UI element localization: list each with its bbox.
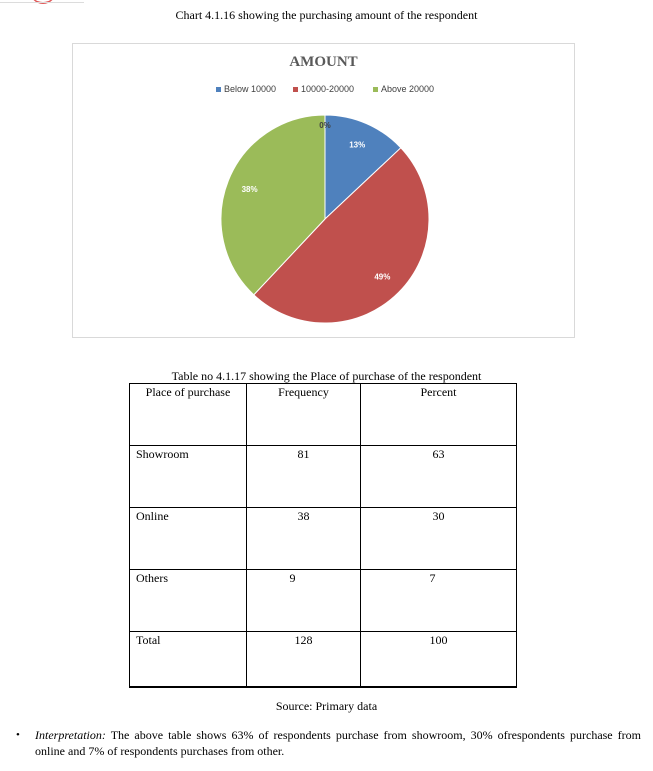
table-row	[130, 508, 517, 570]
cell-frequency: 128	[247, 632, 361, 688]
source-note: Source: Primary data	[275, 699, 378, 713]
table-header-row	[130, 384, 517, 446]
legend-label: 10000-20000	[301, 84, 355, 94]
interpretation-body: The above table shows 63% of respondents purchase from showroom, 30% ofrespondents purchase from online and 7% of respondents purchases from other.	[35, 728, 641, 758]
interpretation-text	[35, 727, 641, 759]
pie-label-10000-20000: 49%	[374, 272, 391, 282]
cell-percent: 100	[361, 632, 517, 688]
interpretation-label: Interpretation:	[35, 728, 106, 742]
table-row	[130, 570, 517, 632]
legend-label: Below 10000	[224, 84, 277, 94]
interpretation-paragraph	[16, 727, 641, 759]
table-caption: Table no 4.1.17 showing the Place of purchase of the respondent	[171, 369, 482, 383]
cell-percent: 63	[361, 446, 517, 508]
header-percent: Percent	[361, 384, 517, 446]
table-row	[130, 446, 517, 508]
cell-frequency: 9	[247, 570, 361, 632]
pie-label-above-20000: 38%	[241, 185, 258, 195]
cell-percent: 7	[361, 570, 517, 632]
purchase-place-table	[129, 383, 517, 688]
bullet-icon: •	[16, 729, 20, 741]
pie-plot	[73, 44, 574, 337]
chart-title: AMOUNT	[289, 54, 358, 70]
cell-percent: 30	[361, 508, 517, 570]
cell-place: Showroom	[130, 446, 247, 508]
cell-frequency: 38	[247, 508, 361, 570]
header-place: Place of purchase	[130, 384, 247, 446]
top-rule	[0, 2, 84, 3]
cell-place: Total	[130, 632, 247, 688]
legend-label: Above 20000	[381, 84, 435, 94]
header-frequency: Frequency	[247, 384, 361, 446]
table-row-total	[130, 632, 517, 688]
chart-caption: Chart 4.1.16 showing the purchasing amount of the respondent	[175, 8, 478, 22]
cell-frequency: 81	[247, 446, 361, 508]
cell-place: Online	[130, 508, 247, 570]
pie-chart	[72, 43, 575, 338]
cell-place: Others	[130, 570, 247, 632]
pie-label-below-10000: 13%	[349, 140, 366, 150]
pie-label-zero: 0%	[319, 121, 331, 130]
